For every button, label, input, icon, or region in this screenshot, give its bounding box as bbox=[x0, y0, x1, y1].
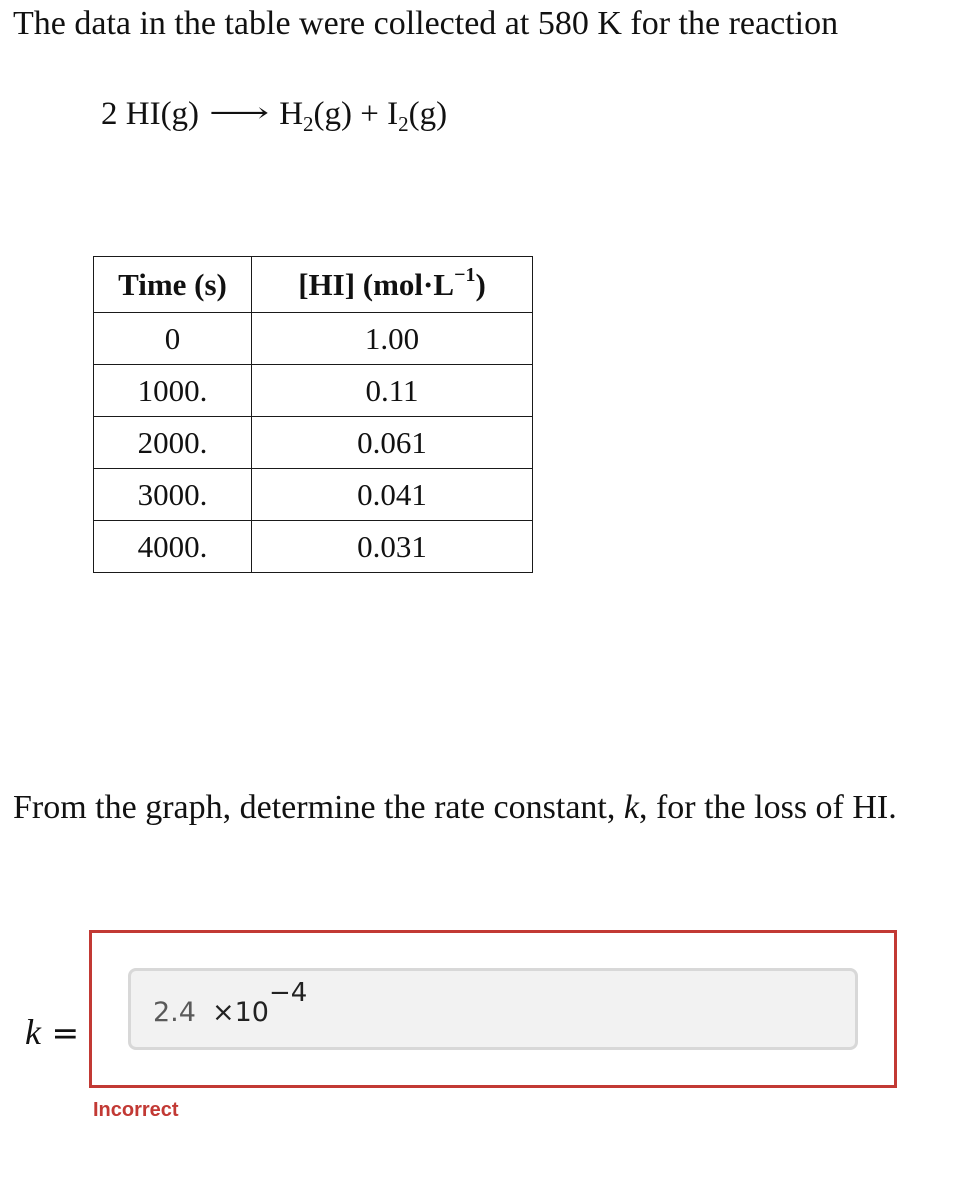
answer-container bbox=[89, 930, 897, 1088]
table-row bbox=[94, 365, 533, 417]
question-text: From the graph, determine the rate constant, k, for the loss of HI. bbox=[13, 789, 897, 826]
intro-text: The data in the table were collected at 580 K for the reaction bbox=[13, 5, 839, 42]
answer-exponent-part: $\times 10^{-4}$ bbox=[211, 978, 308, 1028]
cell-time: 2000. bbox=[94, 417, 252, 469]
answer-input[interactable] bbox=[128, 968, 858, 1050]
header-time: Time (s) bbox=[94, 257, 252, 313]
cell-concentration: 0.11 bbox=[252, 365, 533, 417]
answer-mantissa: 2.4 bbox=[153, 997, 196, 1028]
table-row bbox=[94, 417, 533, 469]
header-concentration: [HI] $(mol\cdot L^{-1})$ bbox=[252, 257, 533, 313]
cell-time: 4000. bbox=[94, 521, 252, 573]
reaction-equation bbox=[101, 92, 447, 138]
incorrect-status: Incorrect bbox=[93, 1099, 179, 1121]
table-row bbox=[94, 521, 533, 573]
reactant: 2 HI(g) bbox=[101, 96, 200, 132]
table-header-row bbox=[94, 257, 533, 313]
cell-concentration: 1.00 bbox=[252, 313, 533, 365]
k-label: k = bbox=[25, 1012, 80, 1052]
cell-concentration: 0.041 bbox=[252, 469, 533, 521]
table-row bbox=[94, 469, 533, 521]
table-row bbox=[94, 313, 533, 365]
cell-time: 0 bbox=[94, 313, 252, 365]
cell-concentration: 0.061 bbox=[252, 417, 533, 469]
answer-value bbox=[153, 978, 308, 1033]
cell-time: 1000. bbox=[94, 365, 252, 417]
product-h2: $H_2(g)$ bbox=[279, 96, 353, 136]
product-i2: $I_2(g)$ bbox=[387, 96, 448, 136]
cell-time: 3000. bbox=[94, 469, 252, 521]
data-table bbox=[93, 256, 533, 573]
cell-concentration: 0.031 bbox=[252, 521, 533, 573]
plus-sign: + bbox=[360, 96, 379, 132]
reaction-arrow: ⟶ bbox=[209, 98, 270, 129]
